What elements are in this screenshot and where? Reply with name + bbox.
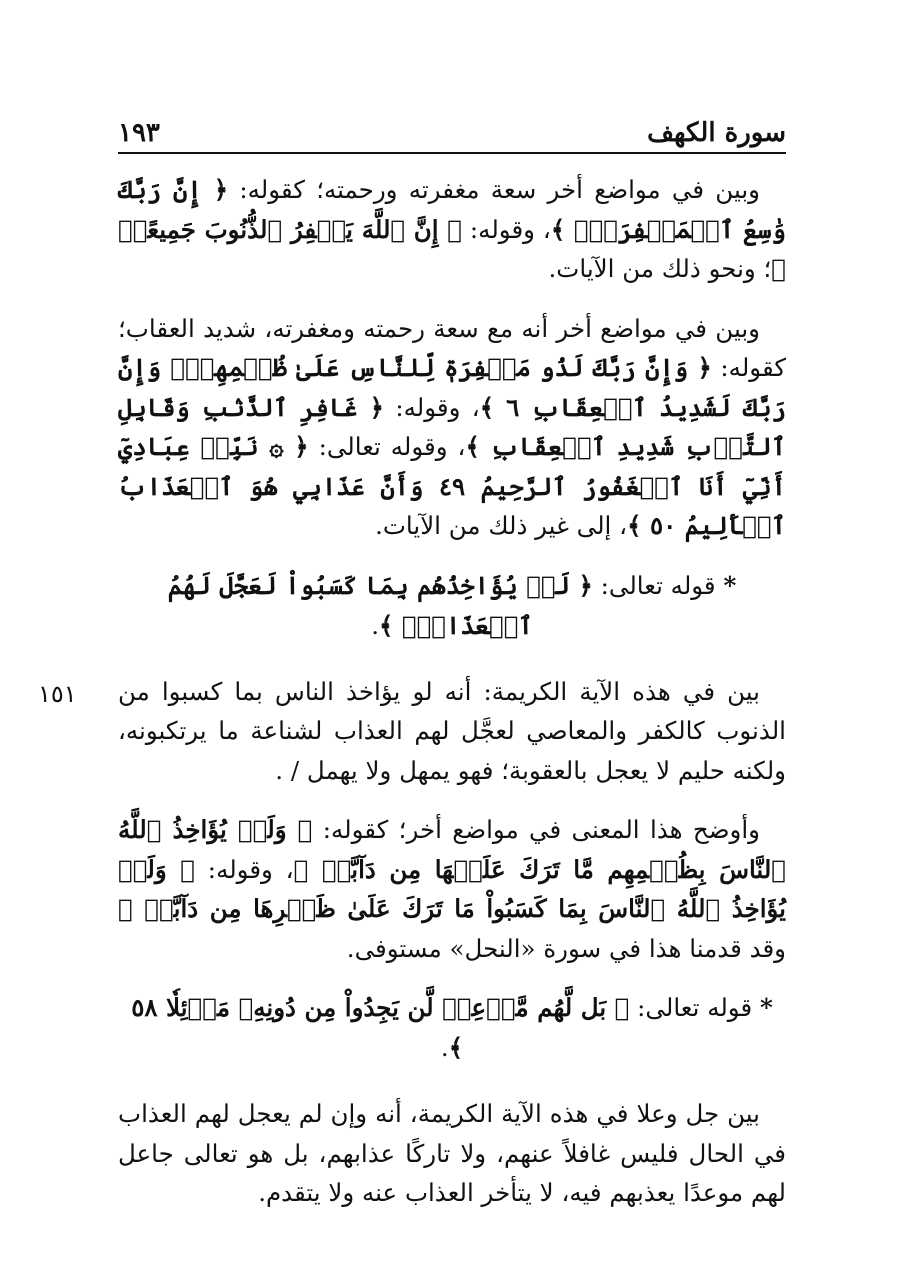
margin-page-number: ١٥١ [38,680,77,708]
page-number: ١٩٣ [118,118,160,148]
quran-quote: ﴿ لَوۡ يُؤَاخِذُهُم بِمَا كَسَبُواْ لَعَجَّلَ لَهُمُ ٱلۡعَذَابَۚ ﴾ [167,570,593,640]
text: ، وقوله: [461,214,551,244]
text: بين جل وعلا في هذه الآية الكريمة، أنه وإن لم يعجل لهم العذاب في الحال فليس غافلاً عنهم، ولا تاركًا عذابهم، بل هو تعالى جاعل لهم موعدًا يعذبهم فيه، لا يتأخر العذاب عنه ولا يتقدم. [118,1099,786,1207]
quran-quote: ﴿ إِنَّ ٱللَّهَ يَغۡفِرُ ٱلذُّنُوبَ جَمِيعًاۚ ﴾ [118,214,786,283]
quran-quote: ﴿ بَل لَّهُم مَّوۡعِدٞ لَّن يَجِدُواْ مِن دُونِهِۦ مَوۡئِلٗا ٥٨ ﴾ [131,993,630,1062]
star-marker: * [759,993,773,1022]
surah-title: سورة الكهف [647,118,786,148]
text: وبين في مواضع أخر سعة مغفرته ورحمته؛ كقوله: [228,175,760,204]
quran-quote: ﴿ وَلَوۡ يُؤَاخِذُ ٱللَّهُ ٱلنَّاسَ بِمَا كَسَبُواْ مَا تَرَكَ عَلَىٰ ظَهۡرِهَا مِن دَآبَّةٖ ﴾ [118,854,786,923]
paragraph-2 [118,309,786,546]
quran-quote: ﴿ ۞ نَبِّئۡ عِبَادِيٓ أَنِّيٓ أَنَا ٱلۡغَفُورُ ٱلرَّحِيمُ ٤٩ وَأَنَّ عَذَابِي هُوَ ٱلۡعَذَابُ ٱلۡأَلِيمُ ٥٠ ﴾ [118,432,786,540]
text: ، إلى غير ذلك من الآيات. [375,511,628,540]
text: بين في هذه الآية الكريمة: أنه لو يؤاخذ الناس بما كسبوا من الذنوب كالكفر والمعاصي لعجَّل لهم العذاب لشناعة ما يرتكبونه، ولكنه حليم لا يعجل بالعقوبة؛ فهو يمهل ولا يهمل / . [118,676,786,785]
text: قوله تعالى: [629,993,760,1022]
verse-heading-2 [118,988,786,1068]
text: . [440,1033,449,1062]
quran-quote: ﴿ إِنَّ رَبَّكَ وَٰسِعُ ٱلۡمَغۡفِرَةِۚ ﴾ [118,175,786,244]
text: وبين في مواضع أخر أنه مع سعة رحمته ومغفرته، شديد العقاب؛ كقوله: [118,313,786,382]
verse-heading-1 [118,566,786,646]
text: . [371,610,379,640]
page-header [118,116,786,154]
paragraph-1 [118,170,786,289]
page-body [118,170,786,1233]
quran-quote: ﴿ وَإِنَّ رَبَّكَ لَذُو مَغۡفِرَةٖ لِّلنَّاسِ عَلَىٰ ظُلۡمِهِمۡۖ وَإِنَّ رَبَّكَ لَشَدِيدُ ٱلۡعِقَابِ ٦ ﴾ [118,353,787,422]
star-marker: * [723,570,737,600]
text: قوله تعالى: [592,570,724,600]
quran-quote: ﴿ وَلَوۡ يُؤَاخِذُ ٱللَّهُ ٱلنَّاسَ بِظُلۡمِهِم مَّا تَرَكَ عَلَيۡهَا مِن دَآبَّةٖ ﴾ [118,815,786,884]
paragraph-5 [118,1094,786,1213]
paragraph-4 [118,810,786,968]
text: وقد قدمنا هذا في سورة «النحل» مستوفى. [346,933,786,963]
text: ؛ ونحو ذلك من الآيات. [548,254,772,283]
paragraph-3 [118,672,786,791]
text: ، وقوله تعالى: [308,432,466,461]
text: وأوضح هذا المعنى في مواضع أخر؛ كقوله: [312,815,760,844]
quran-quote: ﴿ غَافِرِ ٱلذَّنۢبِ وَقَابِلِ ٱلتَّوۡبِ شَدِيدِ ٱلۡعِقَابِ ﴾ [118,392,786,461]
text: ، وقوله: [384,392,480,422]
text: ، وقوله: [194,854,294,884]
